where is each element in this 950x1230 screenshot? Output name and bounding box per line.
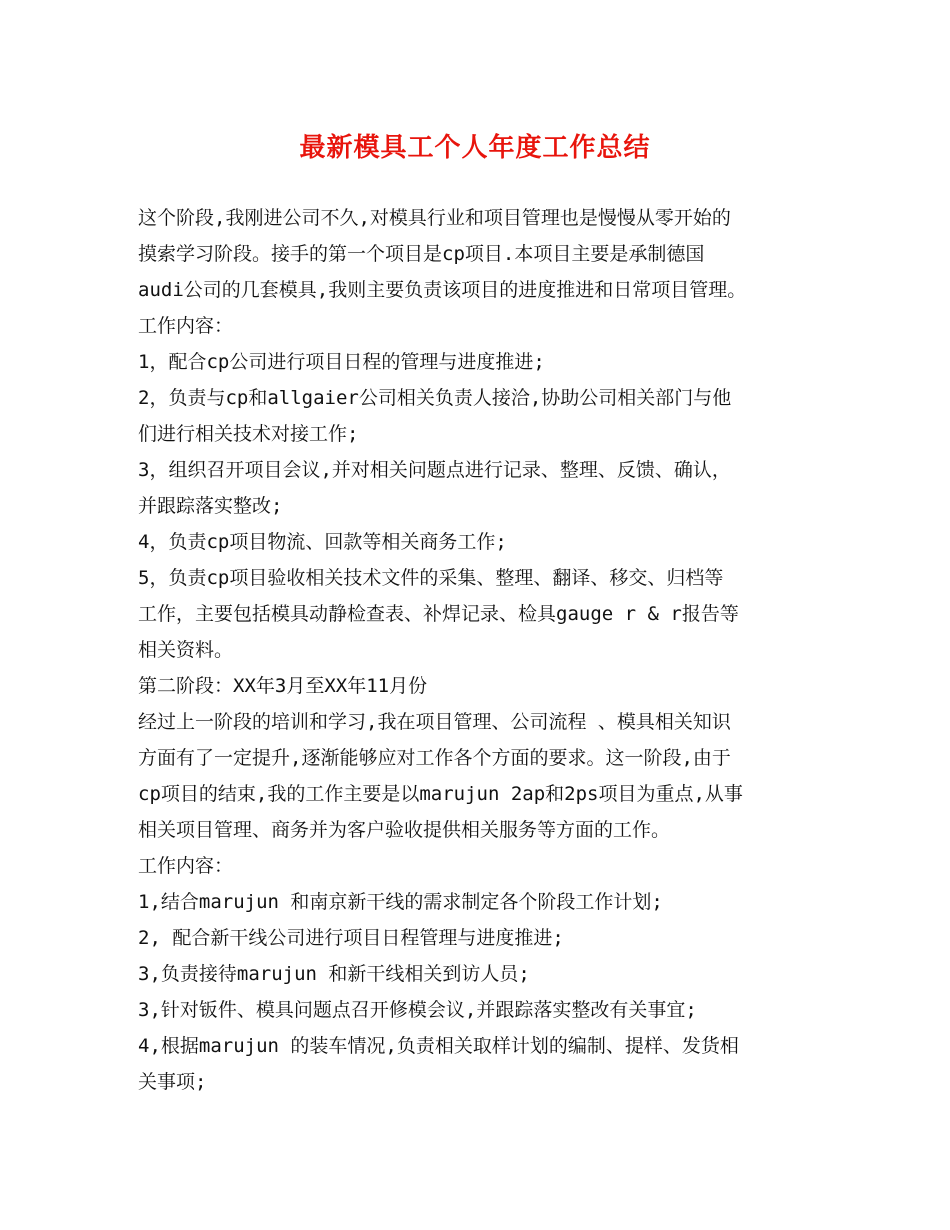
document-body bbox=[138, 200, 828, 1100]
list-item: 3，组织召开项目会议,并对相关问题点进行记录、整理、反馈、确认， bbox=[138, 459, 731, 481]
list-item: 1,结合marujun 和南京新干线的需求制定各个阶段工作计划; bbox=[138, 891, 663, 913]
paragraph-line: 相关项目管理、商务并为客户验收提供相关服务等方面的工作。 bbox=[138, 819, 671, 841]
list-item-continuation: 并跟踪落实整改; bbox=[138, 495, 283, 517]
list-item: 5，负责cp项目验收相关技术文件的采集、整理、翻译、移交、归档等 bbox=[138, 567, 724, 589]
list-item: 3,负责接待marujun 和新干线相关到访人员; bbox=[138, 963, 530, 985]
stage-heading: 第二阶段：XX年3月至XX年11月份 bbox=[138, 675, 428, 697]
paragraph-line: cp项目的结束,我的工作主要是以marujun 2ap和2ps项目为重点,从事 bbox=[138, 783, 743, 805]
section-heading: 工作内容： bbox=[138, 315, 234, 337]
paragraph-line: 方面有了一定提升,逐渐能够应对工作各个方面的要求。这一阶段,由于 bbox=[138, 747, 731, 769]
list-item: 2, 配合新干线公司进行项目日程管理与进度推进; bbox=[138, 927, 564, 949]
list-item: 2，负责与cp和allgaier公司相关负责人接洽,协助公司相关部门与他 bbox=[138, 387, 732, 409]
section-heading: 工作内容： bbox=[138, 855, 234, 877]
document-title: 最新模具工个人年度工作总结 bbox=[299, 133, 651, 163]
paragraph-line: 摸索学习阶段。接手的第一个项目是cp项目.本项目主要是承制德国 bbox=[138, 243, 705, 265]
list-item-continuation: 关事项; bbox=[138, 1071, 207, 1093]
paragraph-line: 经过上一阶段的培训和学习,我在项目管理、公司流程 、模具相关知识 bbox=[138, 711, 731, 733]
list-item-continuation: 工作，主要包括模具动静检查表、补焊记录、检具gauge r & r报告等 bbox=[138, 603, 739, 625]
paragraph-line: audi公司的几套模具,我则主要负责该项目的进度推进和日常项目管理。 bbox=[138, 279, 747, 301]
list-item-continuation: 相关资料。 bbox=[138, 639, 234, 661]
list-item: 1，配合cp公司进行项目日程的管理与进度推进; bbox=[138, 351, 545, 373]
list-item: 4,根据marujun 的装车情况,负责相关取样计划的编制、提样、发货相 bbox=[138, 1035, 739, 1057]
paragraph-line: 这个阶段,我刚进公司不久,对模具行业和项目管理也是慢慢从零开始的 bbox=[138, 207, 731, 229]
list-item: 4，负责cp项目物流、回款等相关商务工作; bbox=[138, 531, 507, 553]
list-item: 3,针对钣件、模具问题点召开修模会议,并跟踪落实整改有关事宜; bbox=[138, 999, 697, 1021]
list-item-continuation: 们进行相关技术对接工作; bbox=[138, 423, 359, 445]
